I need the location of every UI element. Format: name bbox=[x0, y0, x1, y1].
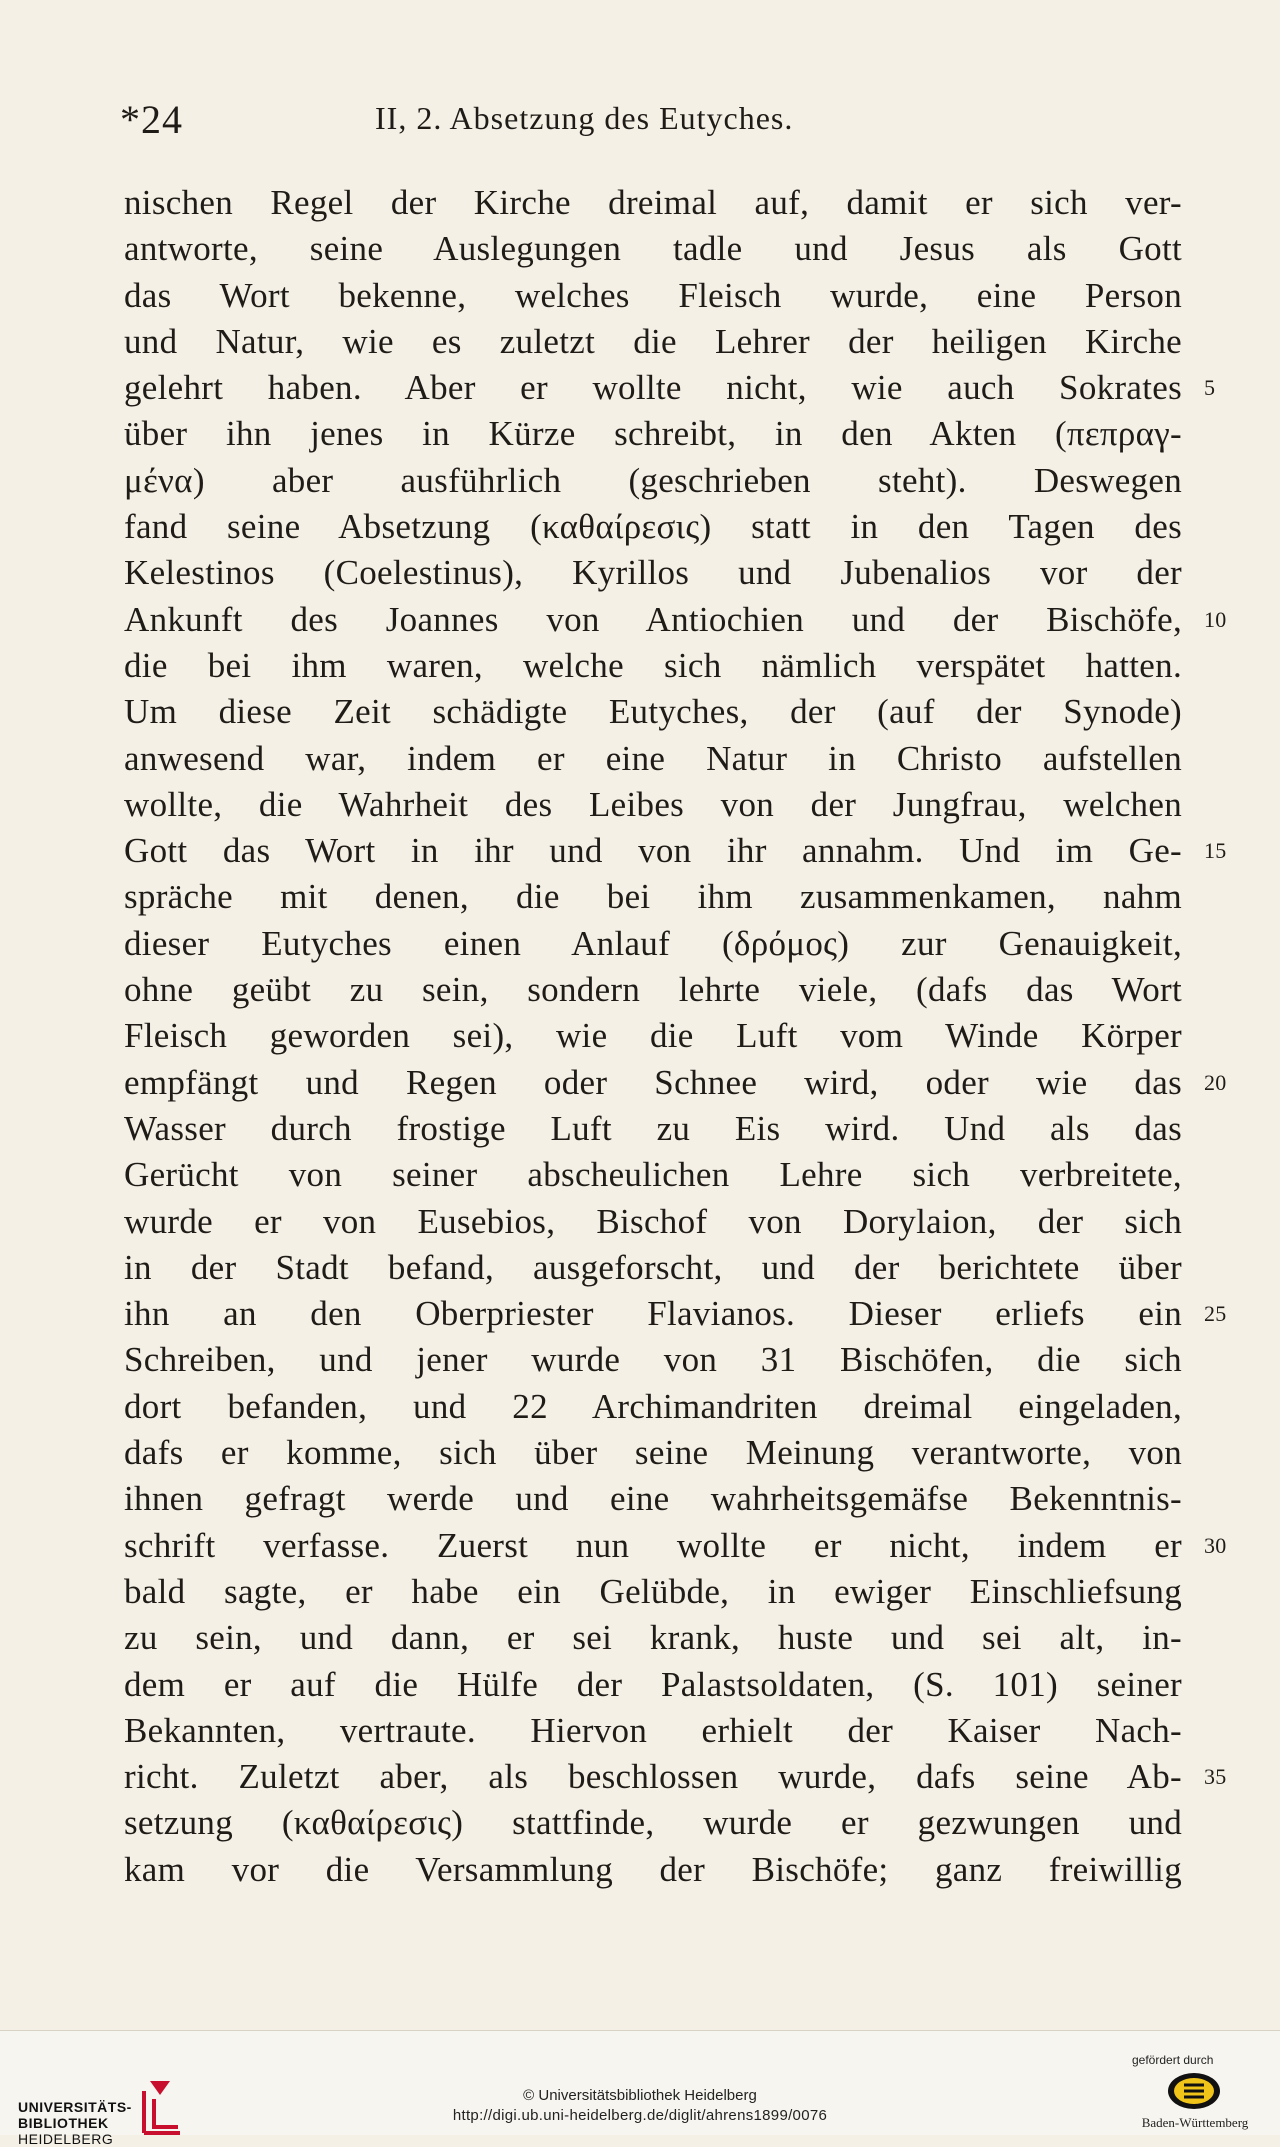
text-line bbox=[124, 1152, 1182, 1198]
library-name-line-3: HEIDELBERG bbox=[18, 2131, 114, 2147]
text-line-content: dort befanden, und 22 Archimandriten dreimal eingeladen, bbox=[124, 1386, 1182, 1426]
text-line-content: Bekannten, vertraute. Hiervon erhielt der Kaiser Nach- bbox=[124, 1710, 1182, 1750]
text-line bbox=[124, 1384, 1182, 1430]
text-line-content: Gerücht von seiner abscheulichen Lehre sich verbreitete, bbox=[124, 1155, 1182, 1195]
text-line bbox=[124, 1523, 1227, 1569]
text-line bbox=[124, 504, 1182, 550]
text-line bbox=[124, 736, 1182, 782]
text-line bbox=[124, 273, 1182, 319]
text-line bbox=[124, 319, 1182, 365]
line-number: 35 bbox=[1204, 1764, 1227, 1790]
text-line bbox=[124, 597, 1227, 643]
text-line bbox=[124, 1615, 1182, 1661]
library-name-line-2: BIBLIOTHEK bbox=[18, 2115, 109, 2131]
text-line-content: dieser Eutyches einen Anlauf (δρόμος) zur Genauigkeit, bbox=[124, 923, 1182, 963]
text-line bbox=[124, 226, 1182, 272]
text-line-content: fand seine Absetzung (καθαίρεσις) statt in den Tagen des bbox=[124, 507, 1182, 547]
text-line-content: ihn an den Oberpriester Flavianos. Dieser erliefs ein bbox=[124, 1294, 1182, 1334]
text-line-content: setzung (καθαίρεσις) stattfinde, wurde er gezwungen und bbox=[124, 1803, 1182, 1843]
text-line bbox=[124, 1199, 1182, 1245]
text-line-content: nischen Regel der Kirche dreimal auf, damit er sich ver- bbox=[124, 183, 1182, 222]
text-line-content: ihnen gefragt werde und eine wahrheitsgemäfse Bekenntnis- bbox=[124, 1479, 1182, 1519]
text-line-content: das Wort bekenne, welches Fleisch wurde, eine Person bbox=[124, 275, 1182, 315]
text-line bbox=[124, 1013, 1182, 1059]
page-header bbox=[120, 96, 1180, 146]
running-head: II, 2. Absetzung des Eutyches. bbox=[375, 100, 794, 136]
text-line-content: Ankunft des Joannes von Antiochien und der Bischöfe, bbox=[124, 599, 1182, 639]
line-number: 30 bbox=[1204, 1532, 1227, 1558]
text-line bbox=[124, 180, 1182, 226]
text-line-content: anwesend war, indem er eine Natur in Christo aufstellen bbox=[124, 738, 1182, 778]
text-line-content: μένα) aber ausführlich (geschrieben steht). Deswegen bbox=[124, 460, 1182, 500]
text-line-content: gelehrt haben. Aber er wollte nicht, wie auch Sokrates bbox=[124, 368, 1182, 408]
text-line bbox=[124, 1569, 1182, 1615]
text-line bbox=[124, 365, 1216, 411]
text-line-content: spräche mit denen, die bei ihm zusammenkamen, nahm bbox=[124, 877, 1182, 917]
line-number: 5 bbox=[1204, 375, 1216, 401]
text-line-content: Schreiben, und jener wurde von 31 Bischöfen, die sich bbox=[124, 1340, 1182, 1380]
funding-label: gefördert durch bbox=[1132, 2053, 1214, 2067]
text-line bbox=[124, 1106, 1182, 1152]
text-line-content: Um diese Zeit schädigte Eutyches, der (auf der Synode) bbox=[124, 692, 1182, 732]
footer-bar bbox=[0, 2030, 1280, 2147]
text-line bbox=[124, 1754, 1227, 1800]
text-line-content: Wasser durch frostige Luft zu Eis wird. Und als das bbox=[124, 1108, 1182, 1148]
text-line bbox=[124, 1708, 1182, 1754]
text-line bbox=[124, 828, 1227, 874]
text-line-content: kam vor die Versammlung der Bischöfe; ganz freiwillig bbox=[124, 1849, 1182, 1889]
text-line bbox=[124, 1060, 1227, 1106]
funding-logo[interactable] bbox=[1120, 2049, 1280, 2135]
text-line-content: und Natur, wie es zuletzt die Lehrer der heiligen Kirche bbox=[124, 321, 1182, 361]
text-line bbox=[124, 458, 1182, 504]
state-crest-icon bbox=[1166, 2071, 1222, 2111]
funding-name: Baden-Württemberg bbox=[1141, 2115, 1249, 2130]
line-number: 25 bbox=[1204, 1301, 1227, 1327]
line-number: 15 bbox=[1204, 838, 1227, 864]
page-number: *24 bbox=[120, 97, 183, 142]
text-line-content: bald sagte, er habe ein Gelübde, in ewiger Einschliefsung bbox=[124, 1571, 1182, 1611]
permalink-url[interactable]: http://digi.ub.uni-heidelberg.de/diglit/ahrens1899/0076 bbox=[452, 2107, 828, 2124]
text-line-content: dafs er komme, sich über seine Meinung verantworte, von bbox=[124, 1433, 1182, 1473]
text-line bbox=[124, 1337, 1182, 1383]
body-text bbox=[124, 180, 1227, 1893]
text-line-content: in der Stadt befand, ausgeforscht, und der berichtete über bbox=[124, 1247, 1182, 1287]
text-line bbox=[124, 1476, 1182, 1522]
text-line-content: empfängt und Regen oder Schnee wird, oder wie das bbox=[124, 1062, 1182, 1102]
text-line bbox=[124, 411, 1182, 457]
line-number: 20 bbox=[1204, 1069, 1227, 1095]
text-line bbox=[124, 782, 1182, 828]
text-line bbox=[124, 1662, 1182, 1708]
text-line-content: über ihn jenes in Kürze schreibt, in den Akten (πεπραγ- bbox=[124, 414, 1182, 454]
text-line-content: antworte, seine Auslegungen tadle und Jesus als Gott bbox=[124, 229, 1182, 269]
text-line-content: Gott das Wort in ihr und von ihr annahm. Und im Ge- bbox=[124, 831, 1182, 871]
copyright-notice: © Universitätsbibliothek Heidelberg bbox=[523, 2087, 757, 2104]
text-line-content: ohne geübt zu sein, sondern lehrte viele, (dafs das Wort bbox=[124, 970, 1182, 1010]
line-number: 10 bbox=[1204, 606, 1227, 632]
text-line bbox=[124, 921, 1182, 967]
library-name-line-1: UNIVERSITÄTS- bbox=[18, 2099, 132, 2115]
text-line-content: richt. Zuletzt aber, als beschlossen wurde, dafs seine Ab- bbox=[124, 1757, 1182, 1797]
text-line bbox=[124, 967, 1182, 1013]
text-line-content: dem er auf die Hülfe der Palastsoldaten, (S. 101) seiner bbox=[124, 1664, 1182, 1704]
text-line bbox=[124, 1245, 1182, 1291]
text-line bbox=[124, 1430, 1182, 1476]
text-line-content: Kelestinos (Coelestinus), Kyrillos und Jubenalios vor der bbox=[124, 553, 1182, 593]
text-line bbox=[124, 689, 1182, 735]
text-line-content: zu sein, und dann, er sei krank, huste und sei alt, in- bbox=[124, 1618, 1182, 1658]
text-line-content: schrift verfasse. Zuerst nun wollte er nicht, indem er bbox=[124, 1525, 1182, 1565]
text-line bbox=[124, 643, 1182, 689]
text-line bbox=[124, 1847, 1182, 1893]
text-line bbox=[124, 874, 1182, 920]
text-line-content: Fleisch geworden sei), wie die Luft vom Winde Körper bbox=[124, 1016, 1182, 1056]
text-line bbox=[124, 1800, 1182, 1846]
text-line bbox=[124, 550, 1182, 596]
text-line bbox=[124, 1291, 1227, 1337]
text-line-content: die bei ihm waren, welche sich nämlich verspätet hatten. bbox=[124, 645, 1182, 685]
text-line-content: wurde er von Eusebios, Bischof von Dorylaion, der sich bbox=[124, 1201, 1182, 1241]
text-line-content: wollte, die Wahrheit des Leibes von der Jungfrau, welchen bbox=[124, 784, 1182, 824]
